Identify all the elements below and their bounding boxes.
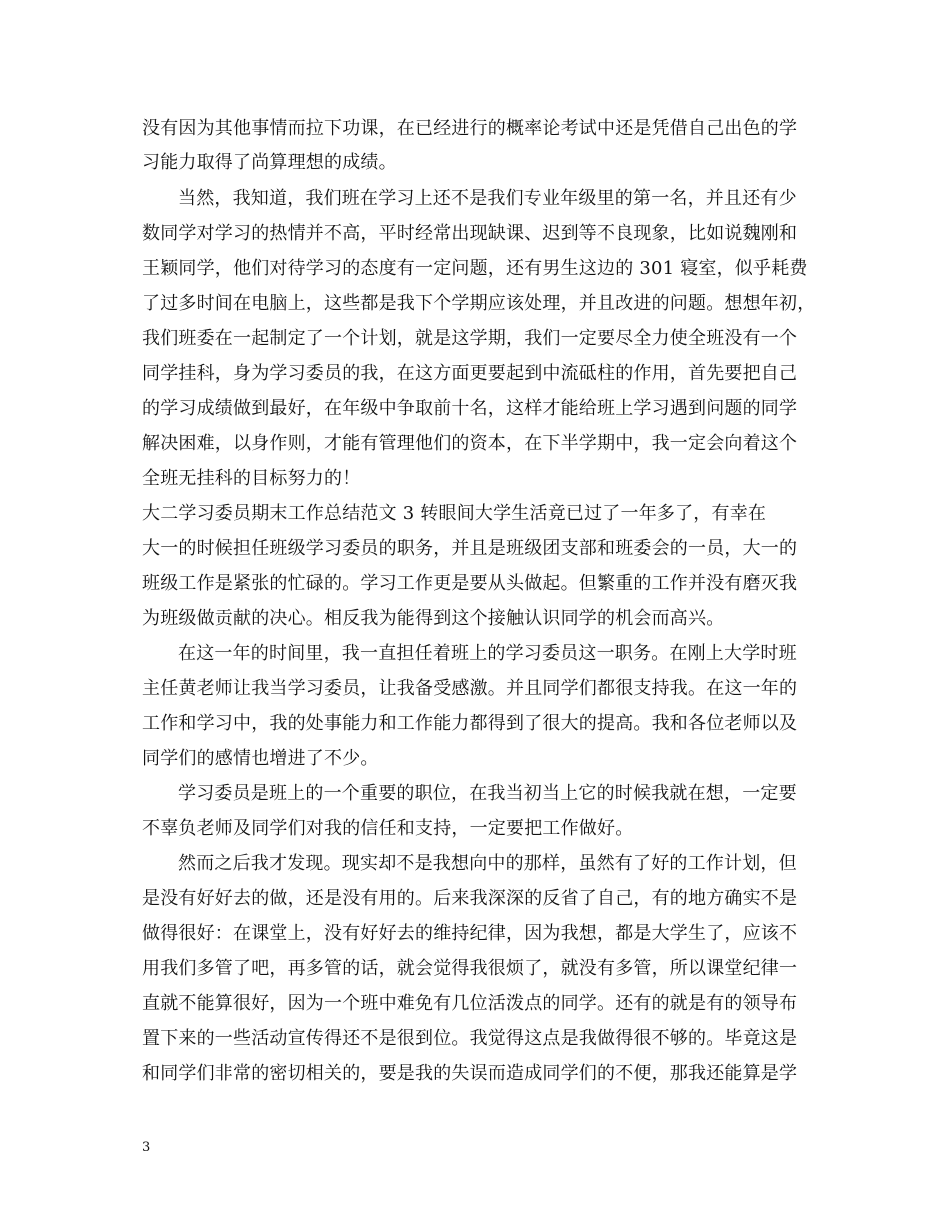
text-line: 的学习成绩做到最好，在年级中争取前十名，这样才能给班上学习遇到问题的同学 xyxy=(142,398,798,419)
text-line: 置下来的一些活动宣传得还不是很到位。我觉得这点是我做得很不够的。毕竟这是 xyxy=(142,1028,798,1049)
text-line: 为班级做贡献的决心。相反我为能得到这个接触认识同学的机会而高兴。 xyxy=(142,608,725,629)
text-line: 和同学们非常的密切相关的，要是我的失误而造成同学们的不便，那我还能算是学 xyxy=(142,1063,798,1084)
text-line: 用我们多管了吧，再多管的话，就会觉得我很烦了，就没有多管，所以课堂纪律一 xyxy=(142,958,798,979)
text-line: 班级工作是紧张的忙碌的。学习工作更是要从头做起。但繁重的工作并没有磨灭我 xyxy=(142,573,798,594)
section-heading-line: 大二学习委员期末工作总结范文 3 转眼间大学生活竟已过了一年多了，有幸在 xyxy=(142,503,767,524)
text-line: 解决困难，以身作则，才能有管理他们的资本，在下半学期中，我一定会向着这个 xyxy=(142,433,798,454)
text-line: 数同学对学习的热情并不高，平时经常出现缺课、迟到等不良现象，比如说魏刚和 xyxy=(142,223,798,244)
paragraph-first-line: 然而之后我才发现。现实却不是我想向中的那样，虽然有了好的工作计划，但 xyxy=(178,853,797,874)
text-line: 王颖同学，他们对待学习的态度有一定问题，还有男生这边的 301 寝室，似乎耗费 xyxy=(142,258,808,279)
text-line: 大一的时候担任班级学习委员的职务，并且是班级团支部和班委会的一员，大一的 xyxy=(142,538,798,559)
text-line: 没有因为其他事情而拉下功课，在已经进行的概率论考试中还是凭借自己出色的学 xyxy=(142,118,798,139)
text-line: 同学挂科，身为学习委员的我，在这方面更要起到中流砥柱的作用，首先要把自己 xyxy=(142,363,798,384)
text-line: 习能力取得了尚算理想的成绩。 xyxy=(142,152,397,173)
paragraph-first-line: 当然，我知道，我们班在学习上还不是我们专业年级里的第一名，并且还有少 xyxy=(178,188,797,209)
paragraph-first-line: 学习委员是班上的一个重要的职位，在我当初当上它的时候我就在想，一定要 xyxy=(178,783,797,804)
text-line: 主任黄老师让我当学习委员，让我备受感激。并且同学们都很支持我。在这一年的 xyxy=(142,678,798,699)
text-line: 是没有好好去的做，还是没有用的。后来我深深的反省了自己，有的地方确实不是 xyxy=(142,888,798,909)
text-line: 了过多时间在电脑上，这些都是我下个学期应该处理，并且改进的问题。想想年初， xyxy=(142,293,816,314)
text-line: 做得很好：在课堂上，没有好好去的维持纪律，因为我想，都是大学生了，应该不 xyxy=(142,923,798,944)
page-number: 3 xyxy=(142,1140,151,1155)
text-line: 我们班委在一起制定了一个计划，就是这学期，我们一定要尽全力使全班没有一个 xyxy=(142,328,798,349)
text-line: 不辜负老师及同学们对我的信任和支持，一定要把工作做好。 xyxy=(142,818,634,839)
text-line: 全班无挂科的目标努力的！ xyxy=(142,468,361,489)
paragraph-first-line: 在这一年的时间里，我一直担任着班上的学习委员这一职务。在刚上大学时班 xyxy=(178,643,797,664)
text-line: 工作和学习中，我的处事能力和工作能力都得到了很大的提高。我和各位老师以及 xyxy=(142,713,798,734)
text-line: 直就不能算很好，因为一个班中难免有几位活泼点的同学。还有的就是有的领导布 xyxy=(142,993,798,1014)
text-line: 同学们的感情也增进了不少。 xyxy=(142,748,379,769)
